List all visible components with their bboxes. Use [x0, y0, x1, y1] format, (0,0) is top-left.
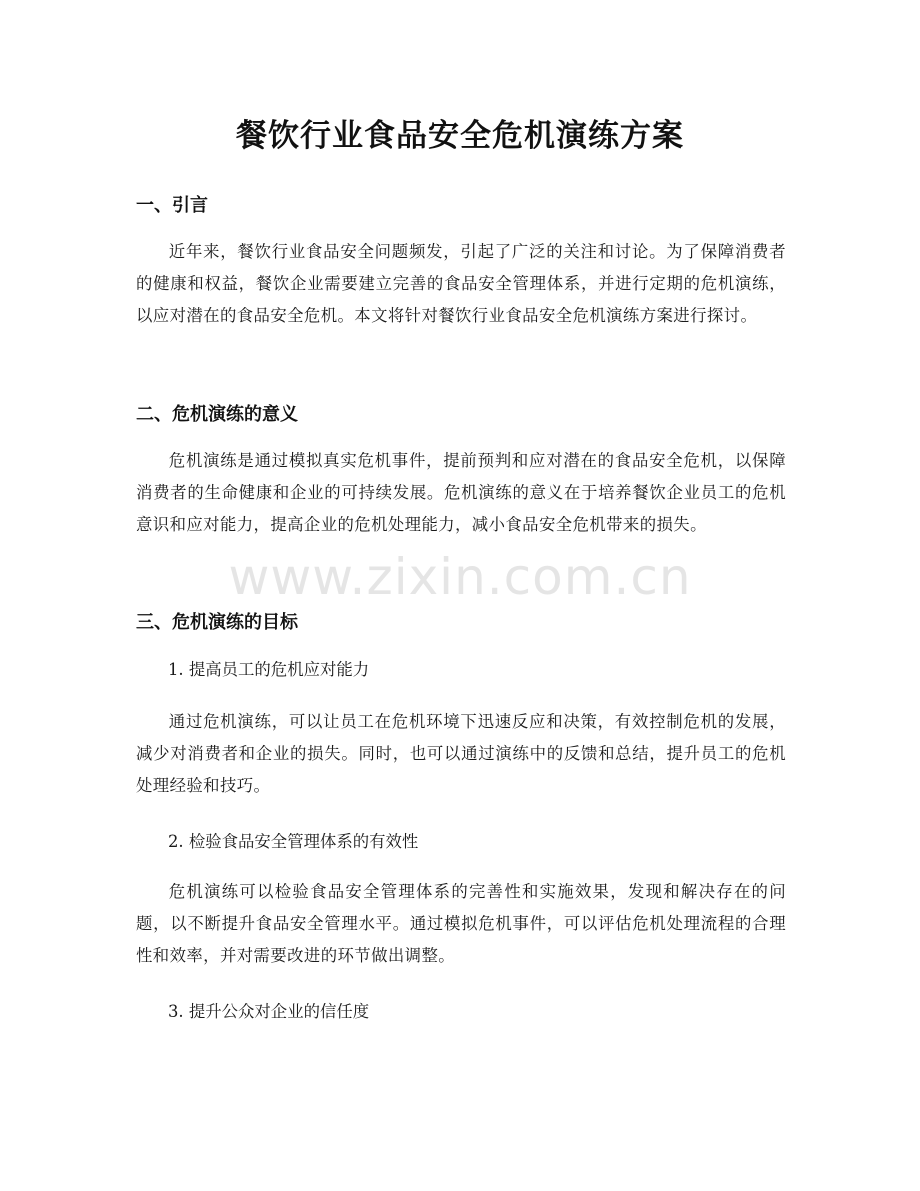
- section-heading-significance: 二、危机演练的意义: [136, 404, 298, 425]
- paragraph-introduction: 近年来，餐饮行业食品安全问题频发，引起了广泛的关注和讨论。为了保障消费者的健康和权益，餐饮企业需要建立完善的食品安全管理体系，并进行定期的危机演练，以应对潜在的食品安全危机。本文将针对餐饮行业食品安全危机演练方案进行探讨。: [136, 242, 786, 325]
- subheading-goal-2: 2. 检验食品安全管理体系的有效性: [168, 832, 419, 851]
- section-heading-goals: 三、危机演练的目标: [136, 612, 298, 633]
- subheading-goal-3: 3. 提升公众对企业的信任度: [168, 1002, 370, 1021]
- section-heading-introduction: 一、引言: [136, 195, 208, 216]
- document-title: 餐饮行业食品安全危机演练方案: [236, 118, 684, 154]
- paragraph-significance: 危机演练是通过模拟真实危机事件，提前预判和应对潜在的食品安全危机，以保障消费者的生命健康和企业的可持续发展。危机演练的意义在于培养餐饮企业员工的危机意识和应对能力，提高企业的危机处理能力，减小食品安全危机带来的损失。: [136, 451, 786, 534]
- paragraph-goal-1: 通过危机演练，可以让员工在危机环境下迅速反应和决策，有效控制危机的发展，减少对消费者和企业的损失。同时，也可以通过演练中的反馈和总结，提升员工的危机处理经验和技巧。: [136, 712, 786, 795]
- subheading-goal-1: 1. 提高员工的危机应对能力: [168, 660, 370, 679]
- paragraph-goal-2: 危机演练可以检验食品安全管理体系的完善性和实施效果，发现和解决存在的问题，以不断提升食品安全管理水平。通过模拟危机事件，可以评估危机处理流程的合理性和效率，并对需要改进的环节做出调整。: [136, 882, 786, 965]
- watermark-text: www.zixin.com.cn: [228, 548, 692, 606]
